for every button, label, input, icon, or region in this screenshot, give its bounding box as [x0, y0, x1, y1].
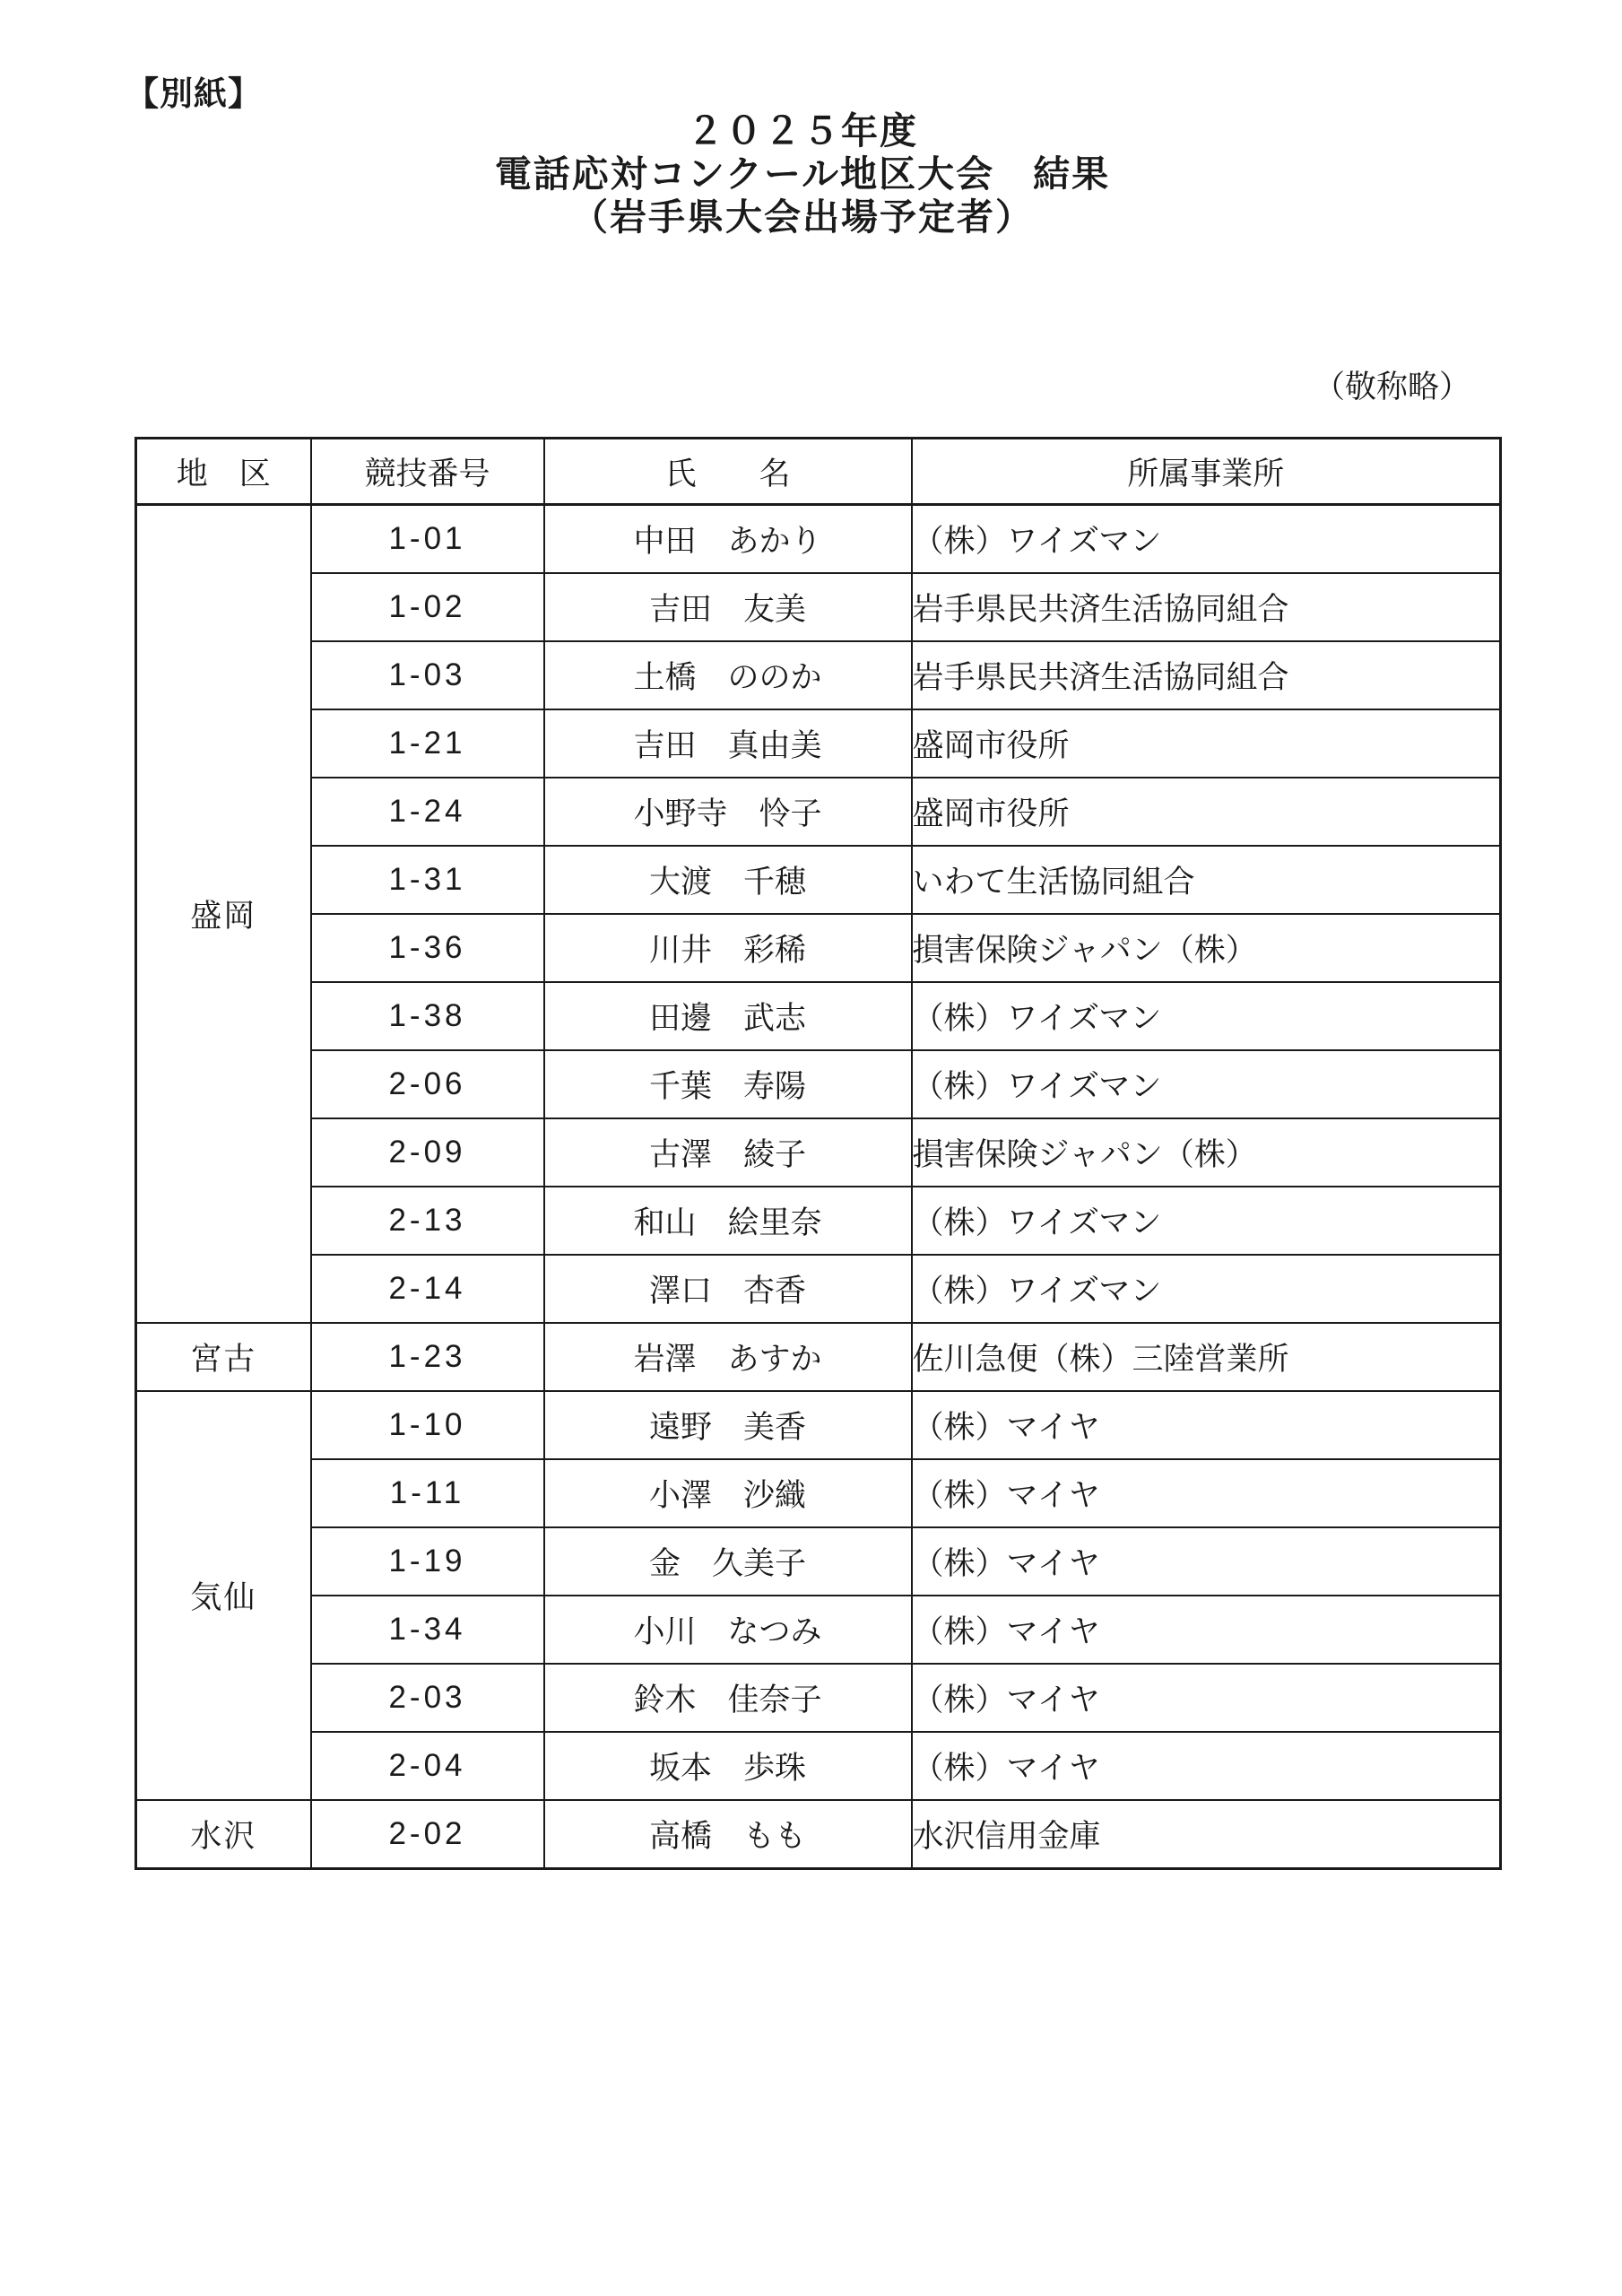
entry-name-cell: 小野寺 怜子 [544, 778, 912, 846]
entry-number-cell: 2-04 [311, 1732, 544, 1800]
table-row [136, 1391, 1501, 1459]
entry-name-cell: 吉田 友美 [544, 573, 912, 641]
table-row [136, 1050, 1501, 1118]
district-cell: 気仙 [136, 1391, 311, 1800]
entry-number-cell: 2-13 [311, 1187, 544, 1255]
table-row [136, 1255, 1501, 1323]
entry-name-cell: 小澤 沙織 [544, 1459, 912, 1527]
entry-name-cell: 金 久美子 [544, 1527, 912, 1596]
title-year: ２０２５年度 [687, 110, 918, 152]
table-row [136, 573, 1501, 641]
entry-office-cell: いわて生活協同組合 [912, 846, 1501, 914]
results-table-header [136, 439, 1501, 505]
table-row [136, 1596, 1501, 1664]
entry-number-cell: 1-03 [311, 641, 544, 709]
entry-number-cell: 2-03 [311, 1664, 544, 1732]
entry-number-cell: 2-02 [311, 1800, 544, 1869]
entry-office-cell: （株）マイヤ [912, 1459, 1501, 1527]
entry-number-cell: 1-36 [311, 914, 544, 982]
entry-number-cell: 1-24 [311, 778, 544, 846]
entry-name-cell: 中田 あかり [544, 505, 912, 574]
attachment-label: 【別紙】 [126, 75, 262, 112]
entry-number-cell: 1-23 [311, 1323, 544, 1391]
entry-name-cell: 大渡 千穂 [544, 846, 912, 914]
entry-number-cell: 1-19 [311, 1527, 544, 1596]
entry-office-cell: （株）ワイズマン [912, 1050, 1501, 1118]
table-row [136, 982, 1501, 1050]
entry-office-cell: 損害保険ジャパン（株） [912, 1118, 1501, 1187]
header-row [136, 439, 1501, 505]
table-row [136, 778, 1501, 846]
header-entry-number: 競技番号 [311, 439, 544, 505]
table-row [136, 1323, 1501, 1391]
district-cell: 宮古 [136, 1323, 311, 1391]
table-row [136, 1459, 1501, 1527]
entry-number-cell: 2-14 [311, 1255, 544, 1323]
entry-name-cell: 鈴木 佳奈子 [544, 1664, 912, 1732]
entry-office-cell: 岩手県民共済生活協同組合 [912, 573, 1501, 641]
entry-name-cell: 坂本 歩珠 [544, 1732, 912, 1800]
entry-office-cell: （株）マイヤ [912, 1527, 1501, 1596]
entry-office-cell: （株）ワイズマン [912, 505, 1501, 574]
district-cell: 水沢 [136, 1800, 311, 1869]
entry-name-cell: 岩澤 あすか [544, 1323, 912, 1391]
entry-number-cell: 1-34 [311, 1596, 544, 1664]
honorifics-note: （敬称略） [1313, 370, 1470, 404]
table-row [136, 1800, 1501, 1869]
entry-number-cell: 1-38 [311, 982, 544, 1050]
title-sub: （岩手県大会出場予定者） [571, 196, 1034, 238]
entry-name-cell: 田邊 武志 [544, 982, 912, 1050]
entry-office-cell: （株）マイヤ [912, 1732, 1501, 1800]
header-district: 地 区 [136, 439, 311, 505]
table-row [136, 505, 1501, 574]
entry-office-cell: （株）ワイズマン [912, 982, 1501, 1050]
entry-name-cell: 古澤 綾子 [544, 1118, 912, 1187]
table-row [136, 1732, 1501, 1800]
table-row [136, 641, 1501, 709]
document-title [0, 109, 1605, 239]
entry-office-cell: 佐川急便（株）三陸営業所 [912, 1323, 1501, 1391]
table-row [136, 1527, 1501, 1596]
entry-number-cell: 2-09 [311, 1118, 544, 1187]
entry-name-cell: 和山 絵里奈 [544, 1187, 912, 1255]
table-row [136, 1118, 1501, 1187]
table-row [136, 846, 1501, 914]
entry-office-cell: （株）マイヤ [912, 1664, 1501, 1732]
title-main: 電話応対コンクール地区大会 結果 [494, 153, 1111, 195]
entry-number-cell: 2-06 [311, 1050, 544, 1118]
table-row [136, 709, 1501, 778]
results-table [134, 437, 1502, 1870]
entry-name-cell: 遠野 美香 [544, 1391, 912, 1459]
entry-name-cell: 川井 彩稀 [544, 914, 912, 982]
entry-name-cell: 千葉 寿陽 [544, 1050, 912, 1118]
table-row [136, 1187, 1501, 1255]
entry-office-cell: （株）ワイズマン [912, 1255, 1501, 1323]
entry-name-cell: 小川 なつみ [544, 1596, 912, 1664]
header-office: 所属事業所 [912, 439, 1501, 505]
table-row [136, 914, 1501, 982]
header-name: 氏 名 [544, 439, 912, 505]
entry-office-cell: 水沢信用金庫 [912, 1800, 1501, 1869]
entry-office-cell: 盛岡市役所 [912, 778, 1501, 846]
entry-number-cell: 1-11 [311, 1459, 544, 1527]
entry-name-cell: 高橋 もも [544, 1800, 912, 1869]
entry-name-cell: 土橋 ののか [544, 641, 912, 709]
entry-number-cell: 1-02 [311, 573, 544, 641]
entry-number-cell: 1-01 [311, 505, 544, 574]
entry-office-cell: 岩手県民共済生活協同組合 [912, 641, 1501, 709]
district-cell: 盛岡 [136, 505, 311, 1324]
entry-office-cell: 損害保険ジャパン（株） [912, 914, 1501, 982]
entry-office-cell: （株）マイヤ [912, 1391, 1501, 1459]
entry-office-cell: （株）ワイズマン [912, 1187, 1501, 1255]
table-row [136, 1664, 1501, 1732]
entry-name-cell: 吉田 真由美 [544, 709, 912, 778]
results-table-body [136, 505, 1501, 1869]
entry-office-cell: （株）マイヤ [912, 1596, 1501, 1664]
entry-name-cell: 澤口 杏香 [544, 1255, 912, 1323]
entry-number-cell: 1-31 [311, 846, 544, 914]
entry-office-cell: 盛岡市役所 [912, 709, 1501, 778]
entry-number-cell: 1-10 [311, 1391, 544, 1459]
entry-number-cell: 1-21 [311, 709, 544, 778]
